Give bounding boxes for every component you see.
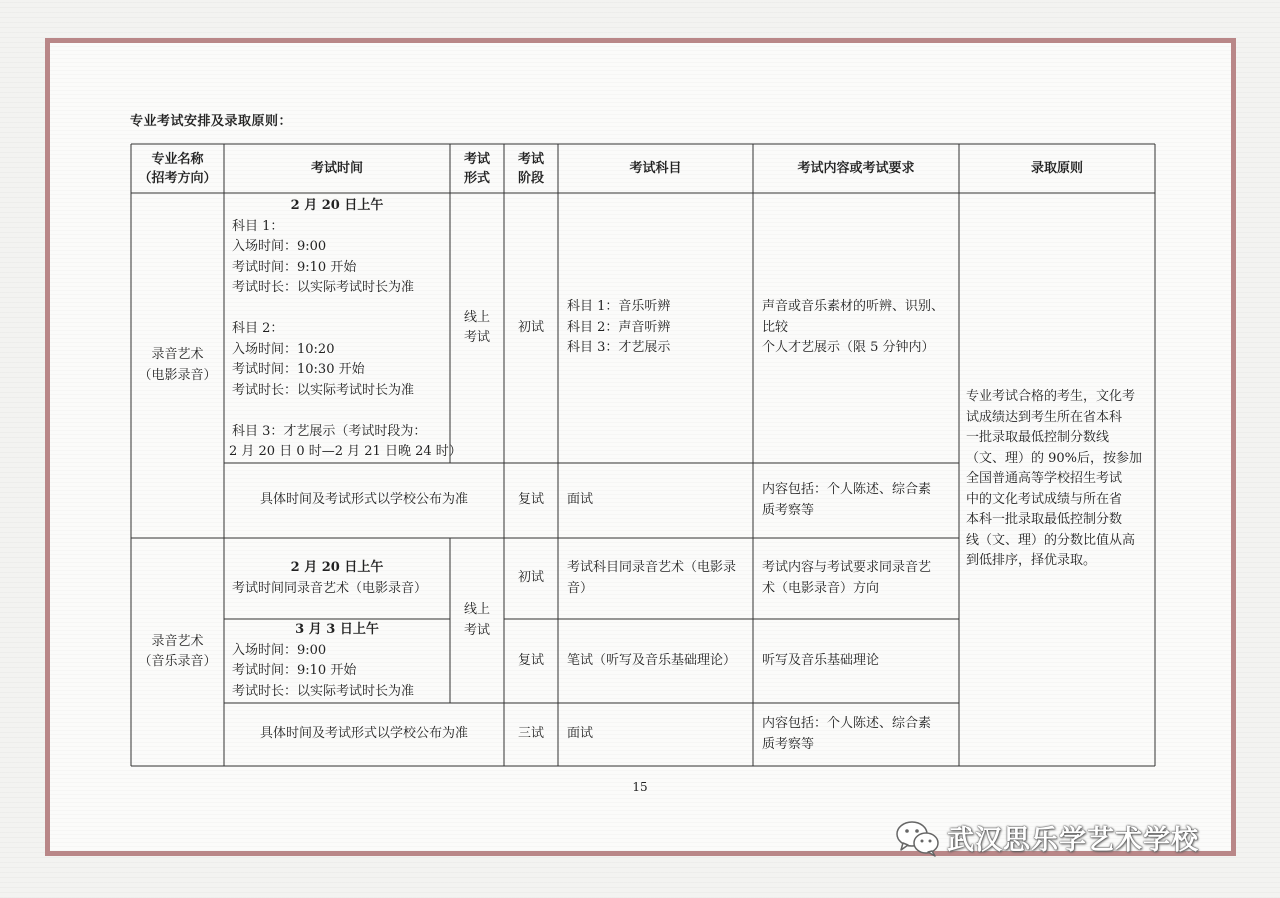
wechat-icon [895,819,941,857]
header-stage: 考试 阶段 [517,151,544,186]
music-prelim-subject: 考试科目同录音艺术（电影录 音） [567,560,737,596]
header-content: 考试内容或考试要求 [797,161,915,176]
major-film-recording: 录音艺术 （电影录音） [138,347,217,383]
music-form: 线上 考试 [463,602,490,638]
film-retest-time: 具体时间及考试形式以学校公布为准 [259,492,468,508]
header-form: 考试 形式 [463,151,490,186]
film-retest-subject: 面试 [567,492,594,508]
music-third-stage: 三试 [517,726,544,742]
film-prelim-time: 2 月 20 日上午 科目 1： 入场时间：9:00 考试时间：9:10 开始 考试时长：以实际考试时长为准 科目 2： 入场时间：10:20 考试时间：10:30 开始 考试时长：以实际考试时长为准 科目 3：才艺展示（考试时段为： 2 月 20 日 0 时—2 月 21 日晚 24 时） [229,198,462,459]
music-third-content: 内容包括：个人陈述、综合素 质考察等 [762,716,932,752]
music-retest-stage: 复试 [517,652,544,668]
music-prelim-stage: 初试 [517,570,544,586]
music-prelim-content: 考试内容与考试要求同录音艺 术（电影录音）方向 [762,560,932,596]
music-retest-content: 听写及音乐基础理论 [762,652,880,668]
film-retest-stage: 复试 [517,492,544,508]
music-third-subject: 面试 [567,726,594,742]
header-major: 专业名称 （招考方向） [138,151,217,186]
header-time: 考试时间 [310,161,363,176]
music-third-time: 具体时间及考试形式以学校公布为准 [259,726,468,742]
film-prelim-stage: 初试 [517,319,544,335]
music-prelim-time: 2 月 20 日上午 考试时间同录音艺术（电影录音） [232,560,428,596]
film-prelim-content: 声音或音乐素材的听辨、识别、 比较 个人才艺展示（限 5 分钟内） [762,299,945,356]
header-subject: 考试科目 [629,161,682,176]
music-retest-time: 3 月 3 日上午 入场时间：9:00 考试时间：9:10 开始 考试时长：以实际考试时长为准 [232,622,415,699]
section-heading: 专业考试安排及录取原则： [130,114,293,129]
music-retest-subject: 笔试（听写及音乐基础理论） [567,652,737,668]
major-music-recording: 录音艺术 （音乐录音） [138,633,217,669]
watermark-text: 武汉思乐学艺术学校 [947,825,1199,856]
page-number: 15 [632,780,648,794]
film-prelim-form: 线上 考试 [463,309,490,345]
film-retest-content: 内容包括：个人陈述、综合素 质考察等 [762,482,932,518]
watermark [895,818,1199,857]
film-prelim-subjects: 科目 1：音乐听辨 科目 2：声音听辨 科目 3：才艺展示 [567,299,671,356]
admission-principle: 专业考试合格的考生，文化考 试成绩达到考生所在省本科 一批录取最低控制分数线 （文、理）的 90%后，按参加 全国普通高等学校招生考试 中的文化考试成绩与所在省 本科一批录取最低控制分数 线（文、理）的分数比值从高 到低排序，择优录取。 [966,389,1143,569]
header-admission: 录取原则 [1030,161,1083,176]
